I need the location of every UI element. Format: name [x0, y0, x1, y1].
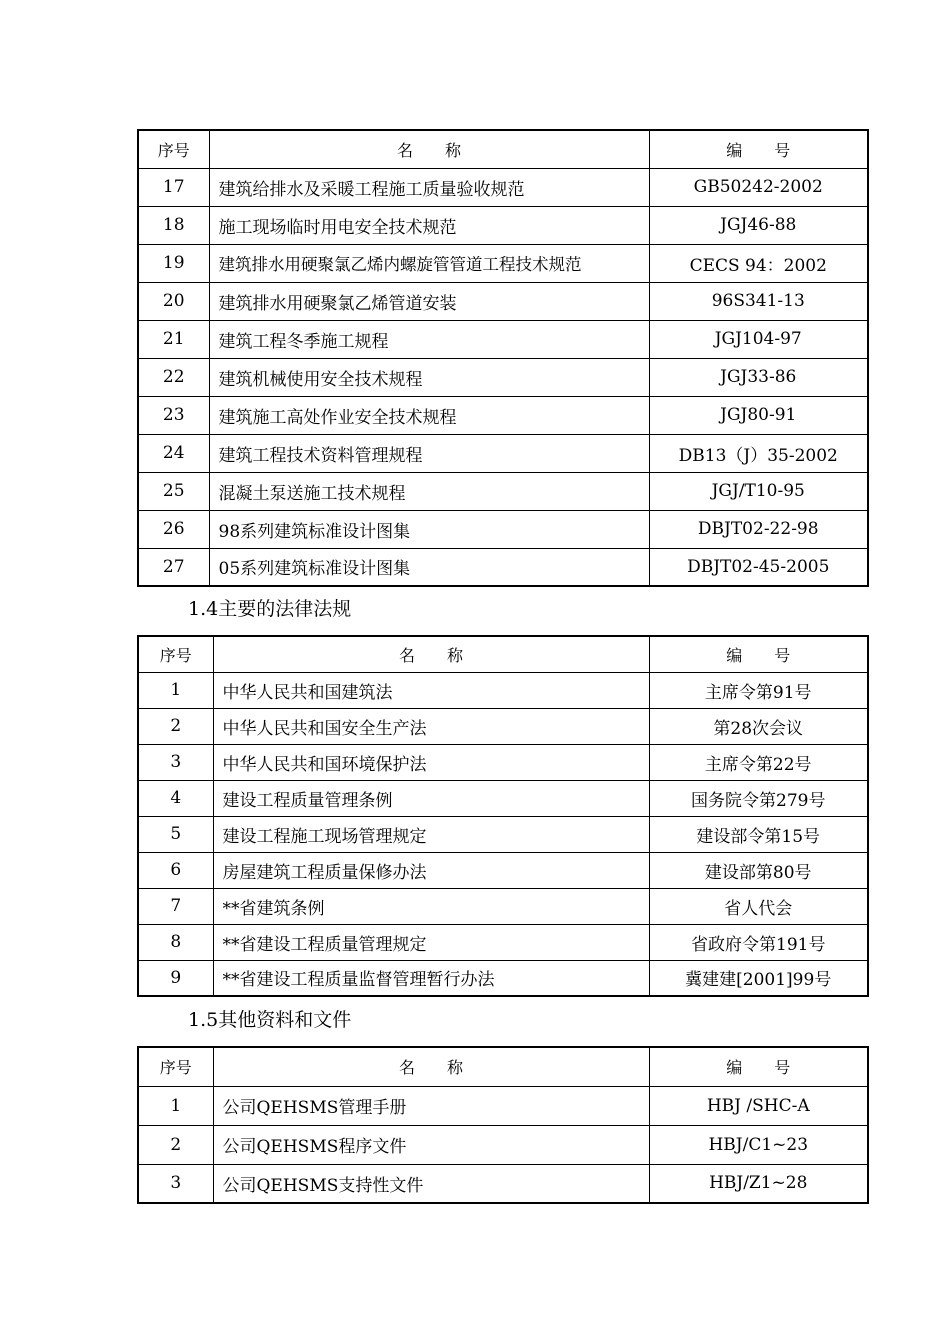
table-row [138, 244, 868, 282]
row-name: 05系列建筑标准设计图集 [209, 548, 649, 586]
row-code: HBJ /SHC-A [649, 1086, 868, 1125]
row-number: 22 [138, 358, 209, 396]
row-code: 主席令第22号 [649, 744, 868, 780]
row-code: 主席令第91号 [649, 672, 868, 708]
row-name: 建设工程质量管理条例 [213, 780, 649, 816]
table-row [138, 816, 868, 852]
row-code: 省政府令第191号 [649, 924, 868, 960]
row-number: 2 [138, 708, 213, 744]
row-code: DB13（J）35-2002 [649, 434, 868, 472]
header-serial-number: 序号 [138, 130, 209, 168]
header-code: 编 号 [649, 636, 868, 672]
row-name: 混凝土泵送施工技术规程 [209, 472, 649, 510]
row-number: 4 [138, 780, 213, 816]
row-number: 27 [138, 548, 209, 586]
row-code: HBJ/Z1~28 [649, 1164, 868, 1203]
row-name: **省建筑条例 [213, 888, 649, 924]
row-code: JGJ/T10-95 [649, 472, 868, 510]
standards-table [137, 129, 869, 587]
row-code: 第28次会议 [649, 708, 868, 744]
header-code: 编 号 [649, 1047, 868, 1086]
table-row [138, 472, 868, 510]
row-number: 6 [138, 852, 213, 888]
table-header-row [138, 636, 868, 672]
table-row [138, 548, 868, 586]
row-code: 建设部令第15号 [649, 816, 868, 852]
row-name: 建筑机械使用安全技术规程 [209, 358, 649, 396]
row-name: 98系列建筑标准设计图集 [209, 510, 649, 548]
row-number: 17 [138, 168, 209, 206]
row-number: 2 [138, 1125, 213, 1164]
row-name: 建筑工程冬季施工规程 [209, 320, 649, 358]
row-name: 公司QEHSMS管理手册 [213, 1086, 649, 1125]
row-code: JGJ33-86 [649, 358, 868, 396]
row-name: 建筑排水用硬聚氯乙烯内螺旋管管道工程技术规范 [209, 244, 649, 282]
row-name: 公司QEHSMS程序文件 [213, 1125, 649, 1164]
table-row [138, 672, 868, 708]
table-row [138, 1086, 868, 1125]
row-code: JGJ104-97 [649, 320, 868, 358]
header-name: 名 称 [213, 1047, 649, 1086]
row-number: 7 [138, 888, 213, 924]
header-name: 名 称 [209, 130, 649, 168]
row-code: 建设部第80号 [649, 852, 868, 888]
row-number: 24 [138, 434, 209, 472]
table-row [138, 744, 868, 780]
row-name: 中华人民共和国建筑法 [213, 672, 649, 708]
header-name: 名 称 [213, 636, 649, 672]
table-row [138, 396, 868, 434]
row-number: 1 [138, 1086, 213, 1125]
row-number: 25 [138, 472, 209, 510]
section-heading-other-documents: 1.5其他资料和文件 [188, 1009, 352, 1031]
row-name: 建筑给排水及采暖工程施工质量验收规范 [209, 168, 649, 206]
header-code: 编 号 [649, 130, 868, 168]
row-name: 建筑工程技术资料管理规程 [209, 434, 649, 472]
row-number: 3 [138, 1164, 213, 1203]
table-row [138, 708, 868, 744]
row-name: 中华人民共和国安全生产法 [213, 708, 649, 744]
table-row [138, 924, 868, 960]
header-serial-number: 序号 [138, 636, 213, 672]
row-name: 中华人民共和国环境保护法 [213, 744, 649, 780]
row-code: 省人代会 [649, 888, 868, 924]
table-row [138, 320, 868, 358]
section-heading-laws: 1.4主要的法律法规 [188, 598, 352, 620]
documents-table [137, 1046, 869, 1204]
row-name: 建设工程施工现场管理规定 [213, 816, 649, 852]
table-row [138, 358, 868, 396]
row-code: DBJT02-45-2005 [649, 548, 868, 586]
table-row [138, 1164, 868, 1203]
table-row [138, 510, 868, 548]
row-number: 5 [138, 816, 213, 852]
row-number: 20 [138, 282, 209, 320]
row-name: **省建设工程质量监督管理暂行办法 [213, 960, 649, 996]
row-name: **省建设工程质量管理规定 [213, 924, 649, 960]
row-code: JGJ46-88 [649, 206, 868, 244]
row-code: HBJ/C1~23 [649, 1125, 868, 1164]
row-name: 房屋建筑工程质量保修办法 [213, 852, 649, 888]
row-code: 冀建建[2001]99号 [649, 960, 868, 996]
laws-table [137, 635, 869, 997]
row-code: JGJ80-91 [649, 396, 868, 434]
table-row [138, 434, 868, 472]
row-code: DBJT02-22-98 [649, 510, 868, 548]
table-header-row [138, 1047, 868, 1086]
row-number: 18 [138, 206, 209, 244]
table-row [138, 852, 868, 888]
row-number: 23 [138, 396, 209, 434]
table-row [138, 780, 868, 816]
table-row [138, 888, 868, 924]
row-name: 建筑施工高处作业安全技术规程 [209, 396, 649, 434]
row-number: 19 [138, 244, 209, 282]
table-row [138, 960, 868, 996]
row-number: 8 [138, 924, 213, 960]
row-code: 96S341-13 [649, 282, 868, 320]
row-code: CECS 94：2002 [649, 244, 868, 282]
row-name: 公司QEHSMS支持性文件 [213, 1164, 649, 1203]
table-row [138, 282, 868, 320]
row-code: 国务院令第279号 [649, 780, 868, 816]
row-number: 3 [138, 744, 213, 780]
row-code: GB50242-2002 [649, 168, 868, 206]
row-number: 26 [138, 510, 209, 548]
row-number: 9 [138, 960, 213, 996]
table-row [138, 168, 868, 206]
table-row [138, 1125, 868, 1164]
header-serial-number: 序号 [138, 1047, 213, 1086]
table-row [138, 206, 868, 244]
table-header-row [138, 130, 868, 168]
row-number: 21 [138, 320, 209, 358]
row-name: 建筑排水用硬聚氯乙烯管道安装 [209, 282, 649, 320]
row-name: 施工现场临时用电安全技术规范 [209, 206, 649, 244]
row-number: 1 [138, 672, 213, 708]
